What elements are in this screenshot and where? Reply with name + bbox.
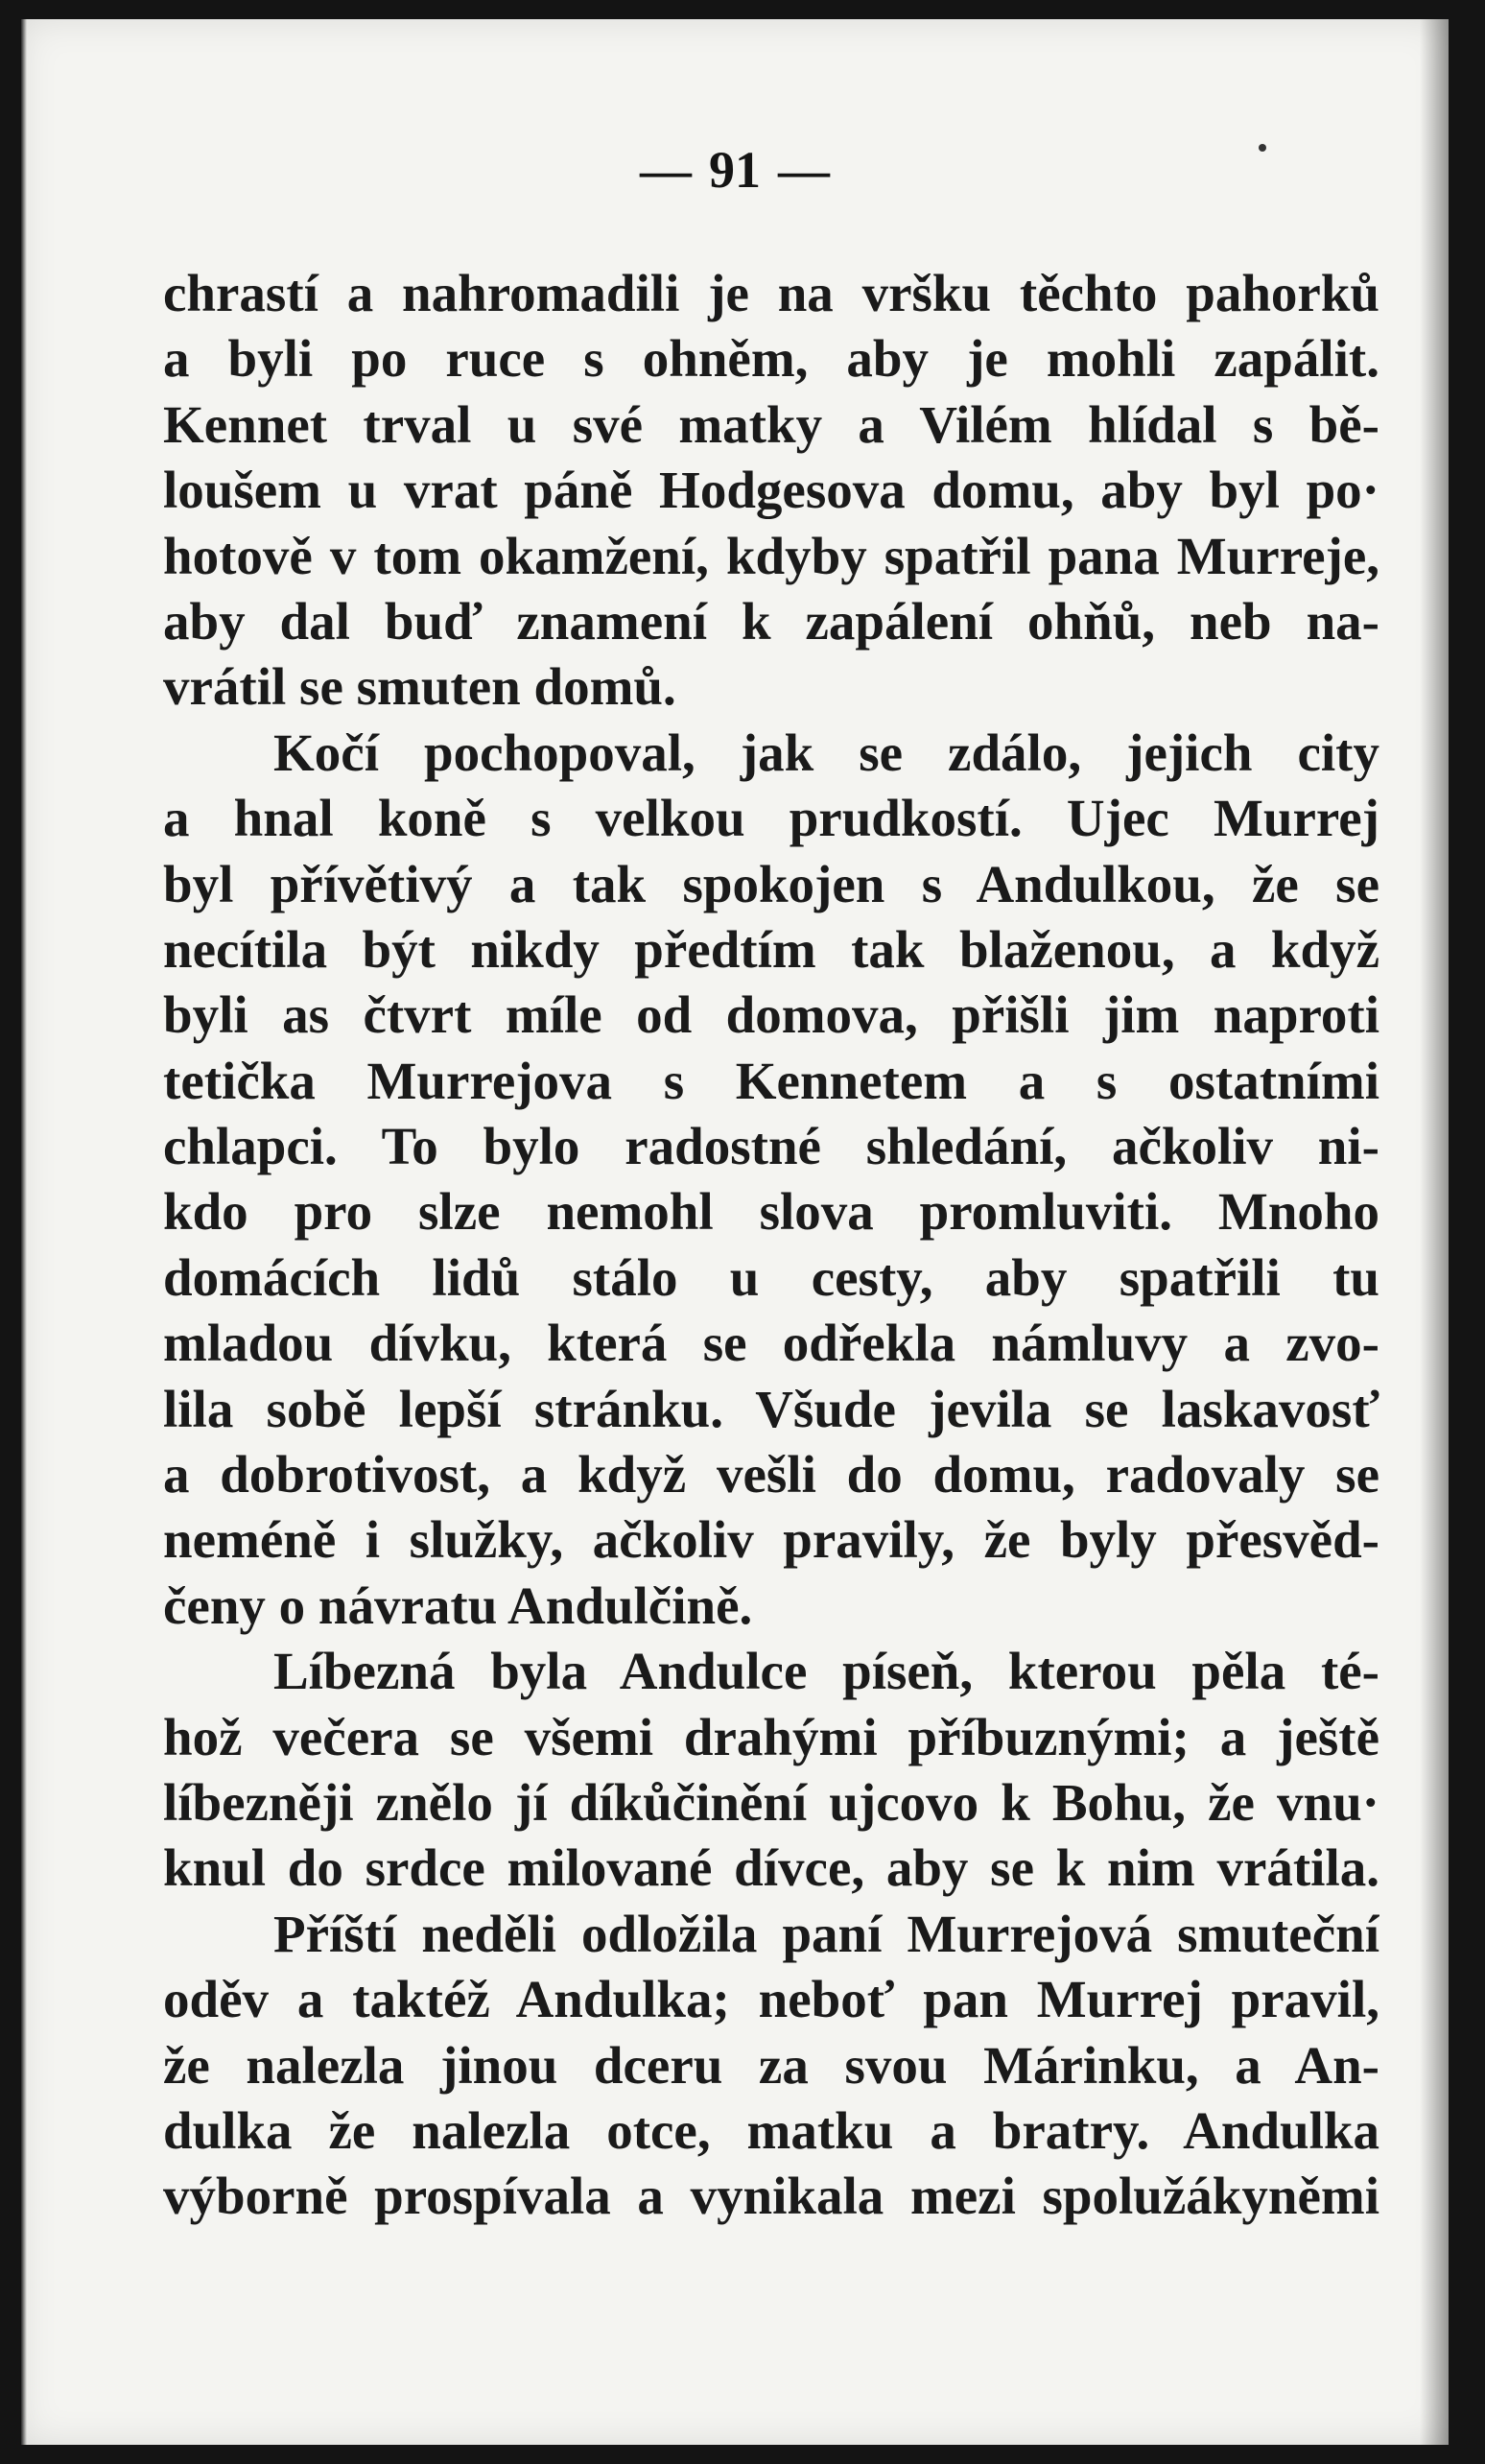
text-line: loušem u vrat páně Hodgesova domu, aby byl po· [163, 461, 1379, 520]
text-line: chlapci. To bylo radostné shledání, ačkoliv ni- [163, 1117, 1379, 1176]
text-line: chrastí a nahromadili je na vršku těchto pahorků [163, 264, 1379, 322]
text-line: že nalezla jinou dceru za svou Márinku, a An- [163, 2035, 1379, 2095]
book-page [21, 19, 1449, 2445]
text-line: hotově v tom okamžení, kdyby spatřil pana Murreje, [163, 526, 1379, 585]
text-line: líbezněji znělo jí díkůčinění ujcovo k Bohu, že vnu· [163, 1772, 1379, 1832]
page-edge-shadow-left [21, 19, 27, 2445]
text-line: necítila být nikdy předtím tak blaženou, a když [163, 919, 1379, 979]
text-line: dulka že nalezla otce, matku a bratry. Andulka [163, 2100, 1379, 2160]
text-line: Kennet trval u své matky a Vilém hlídal s bě- [163, 394, 1379, 454]
text-line: Líbezná byla Andulce píseň, kterou pěla té- [273, 1642, 1379, 1701]
page-number-header [21, 141, 1449, 199]
page-number-dash-right: — [778, 141, 830, 199]
text-line: tetička Murrejova s Kennetem a s ostatními [163, 1051, 1379, 1110]
text-line: knul do srdce milované dívce, aby se k nim vrátila. [163, 1838, 1379, 1898]
text-line: domácích lidů stálo u cesty, aby spatřili tu [163, 1247, 1379, 1307]
text-line: byl přívětivý a tak spokojen s Andulkou, že se [163, 854, 1379, 913]
text-line: oděv a taktéž Andulka; neboť pan Murrej pravil, [163, 1970, 1379, 2029]
text-line: Kočí pochopoval, jak se zdálo, jejich city [273, 723, 1379, 782]
text-line: neméně i služky, ačkoliv pravily, že byly přesvěd- [163, 1510, 1379, 1570]
text-line: kdo pro slze nemohl slova promluviti. Mnoho [163, 1182, 1379, 1242]
text-line: hož večera se všemi drahými příbuznými; a ještě [163, 1707, 1379, 1766]
text-line: lila sobě lepší stránku. Všude jevila se laskavosť [163, 1379, 1379, 1438]
text-line: Příští neděli odložila paní Murrejová smuteční [273, 1904, 1379, 1963]
text-line: čeny o návratu Andulčině. [163, 1576, 753, 1635]
text-line: mladou dívku, která se odřekla námluvy a zvo- [163, 1314, 1379, 1373]
text-line: výborně prospívala a vynikala mezi spolužákyněmi [163, 2167, 1379, 2226]
text-line: a hnal koně s velkou prudkostí. Ujec Murrej [163, 789, 1379, 848]
page-number-dash-left: — [640, 141, 692, 199]
text-line: aby dal buď znamení k zapálení ohňů, neb na- [163, 591, 1379, 651]
text-line: byli as čtvrt míle od domova, přišli jim naproti [163, 985, 1379, 1045]
page-number: 91 [709, 141, 761, 199]
body-text [163, 261, 1379, 2230]
text-line: a byli po ruce s ohněm, aby je mohli zapálit. [163, 329, 1379, 389]
text-line: vrátil se smuten domů. [163, 657, 676, 717]
page-edge-shadow-right [1420, 19, 1449, 2445]
text-line: a dobrotivost, a když vešli do domu, radovaly se [163, 1445, 1379, 1504]
